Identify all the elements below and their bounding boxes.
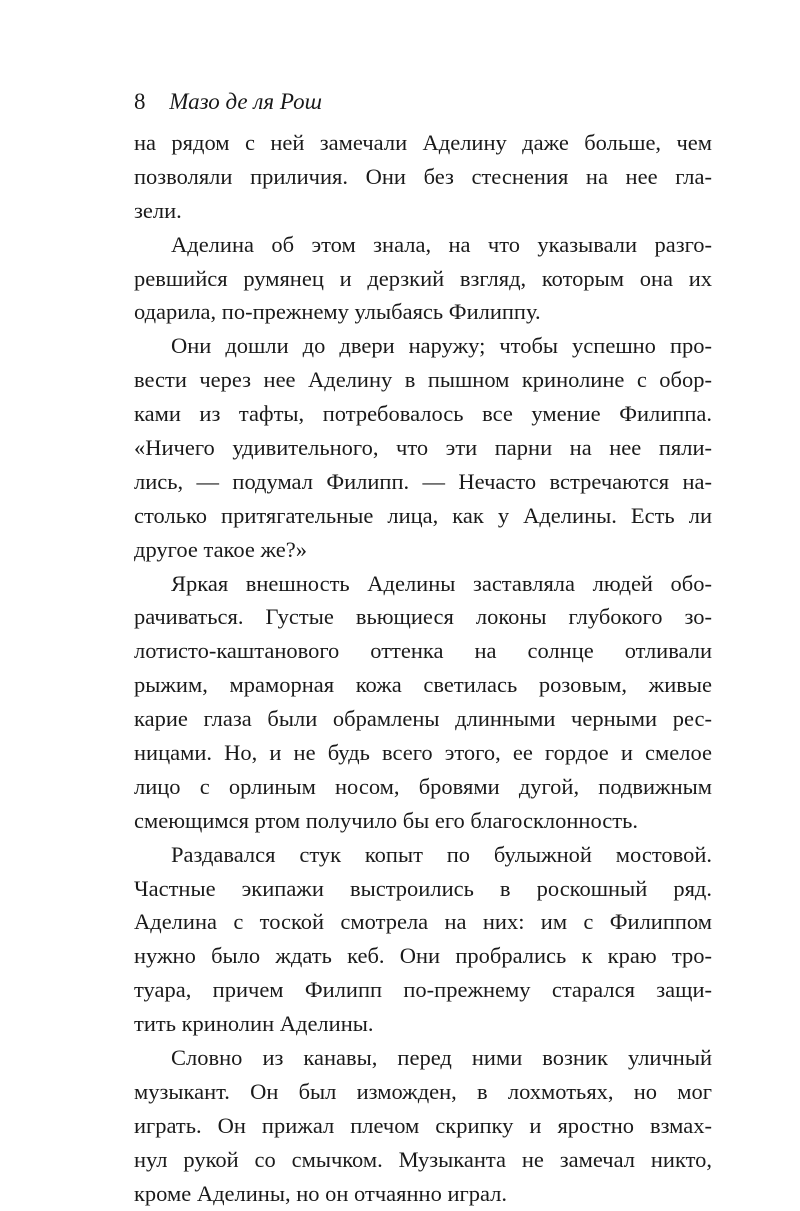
text-line: нужно было ждать кеб. Они пробрались к краю тро- (134, 943, 712, 969)
paragraph (134, 838, 712, 1041)
text-line: Словно из канавы, перед ними возник уличный (171, 1045, 712, 1071)
text-line: зели. (134, 197, 182, 223)
text-line: кроме Аделины, но он отчаянно играл. (134, 1180, 507, 1206)
text-line: на рядом с ней замечали Аделину даже больше, чем (134, 130, 712, 155)
text-line: Частные экипажи выстроились в роскошный ряд. (134, 875, 712, 901)
paragraph (134, 228, 712, 330)
text-line: Аделина с тоской смотрела на них: им с Филиппом (134, 909, 712, 935)
text-line: смеющимся ртом получило бы его благосклонность. (134, 807, 638, 833)
paragraph (134, 567, 712, 838)
text-line: лотисто-каштанового оттенка на солнце отливали (134, 638, 712, 664)
paragraph (134, 329, 712, 566)
text-line: Аделина об этом знала, на что указывали разго- (171, 231, 712, 257)
text-line: другое такое же?» (134, 536, 307, 562)
text-line: Яркая внешность Аделины заставляла людей обо- (171, 570, 712, 596)
text-line: «Ничего удивительного, что эти парни на нее пяли- (134, 435, 712, 461)
text-line: играть. Он прижал плечом скрипку и яростно взмах- (134, 1112, 712, 1138)
text-line: туара, причем Филипп по-прежнему старался защи- (134, 977, 712, 1003)
paragraph (134, 1041, 712, 1210)
text-line: лицо с орлиным носом, бровями дугой, подвижным (134, 773, 712, 799)
text-line: рыжим, мраморная кожа светилась розовым, живые (134, 672, 712, 698)
text-line: позволяли приличия. Они без стеснения на нее гла- (134, 163, 712, 189)
book-title: Мазо де ля Рош (169, 89, 322, 114)
text-line: нул рукой со смычком. Музыканта не замечал никто, (134, 1146, 712, 1172)
text-line: ницами. Но, и не будь всего этого, ее гордое и смелое (134, 740, 712, 766)
text-line: одарила, по-прежнему улыбаясь Филиппу. (134, 299, 541, 325)
running-head (134, 88, 322, 116)
text-line: рачиваться. Густые вьющиеся локоны глубокого зо- (134, 604, 712, 630)
text-line: ками из тафты, потребовалось все умение Филиппа. (134, 401, 712, 427)
text-line: Они дошли до двери наружу; чтобы успешно про- (171, 333, 712, 359)
text-line: ревшийся румянец и дерзкий взгляд, которым она их (134, 265, 712, 291)
text-line: карие глаза были обрамлены длинными черными рес- (134, 706, 712, 732)
paragraph (134, 126, 712, 228)
text-line: вести через нее Аделину в пышном кринолине с обор- (134, 367, 712, 393)
text-line: лись, — подумал Филипп. — Нечасто встречаются на- (134, 468, 712, 494)
page-number: 8 (134, 89, 146, 114)
body-text (134, 126, 712, 1211)
text-line: тить кринолин Аделины. (134, 1011, 374, 1037)
text-line: столько притягательные лица, как у Аделины. Есть ли (134, 502, 712, 528)
text-line: Раздавался стук копыт по булыжной мостовой. (171, 841, 712, 867)
text-line: музыкант. Он был изможден, в лохмотьях, но мог (134, 1078, 712, 1104)
